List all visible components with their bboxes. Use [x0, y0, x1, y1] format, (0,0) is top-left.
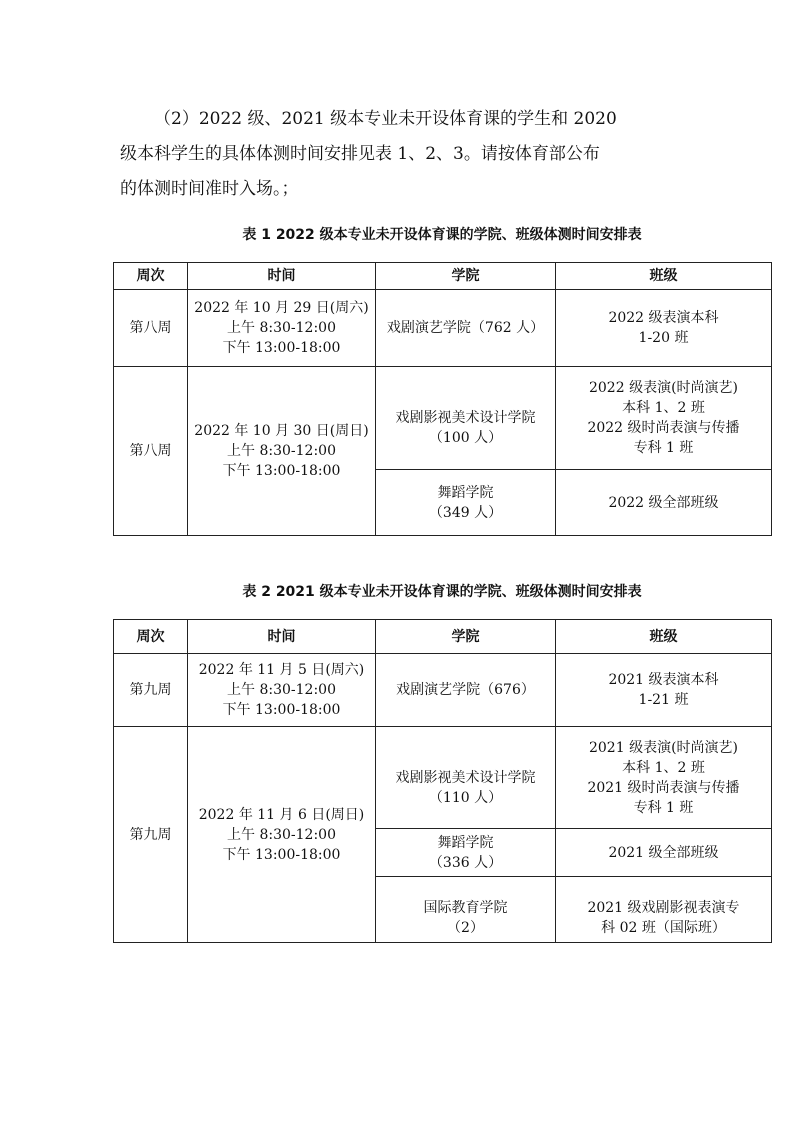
table2-caption: 表 2 2021 级本专业未开设体育课的学院、班级体测时间安排表 — [242, 584, 642, 600]
class-text: 本科 1、2 班 — [622, 759, 705, 776]
class-cell — [556, 877, 772, 943]
header-time: 时间 — [188, 620, 376, 654]
college-text: （336 人） — [428, 854, 503, 871]
table2 — [113, 619, 772, 943]
week-cell: 第九周 — [114, 727, 188, 943]
class-cell — [556, 654, 772, 727]
afternoon-text: 下午 13:00-18:00 — [222, 846, 341, 863]
class-text: 2022 级表演(时尚演艺) — [588, 380, 738, 396]
week-cell: 第八周 — [114, 367, 188, 536]
header-class: 班级 — [556, 263, 772, 290]
class-cell — [556, 727, 772, 829]
intro-line: 级本科学生的具体体测时间安排见表 1、2、3。请按体育部公布 — [120, 144, 600, 164]
table-row — [114, 654, 772, 727]
header-class: 班级 — [556, 620, 772, 654]
afternoon-text: 下午 13:00-18:00 — [222, 340, 341, 356]
intro-line: （2）2022 级、2021 级本专业未开设体育课的学生和 2020 — [154, 109, 617, 129]
class-text: 专科 1 班 — [633, 799, 694, 816]
college-cell: 戏剧演艺学院（676） — [376, 654, 556, 727]
intro-line: 的体测时间准时入场。； — [120, 179, 299, 199]
class-text: 本科 1、2 班 — [622, 400, 705, 416]
date-text: 2022 年 10 月 29 日(周六) — [194, 300, 369, 316]
college-text: （349 人） — [428, 504, 503, 521]
class-text: 1-21 班 — [638, 692, 689, 708]
college-text: 戏剧影视美术设计学院 — [395, 410, 536, 426]
table-header-row — [114, 263, 772, 290]
table-row — [114, 290, 772, 367]
class-text: 1-20 班 — [638, 330, 689, 346]
date-text: 2022 年 11 月 5 日(周六) — [198, 662, 365, 678]
morning-text: 上午 8:30-12:00 — [227, 682, 336, 698]
college-cell — [376, 829, 556, 877]
class-text: 科 02 班（国际班） — [601, 920, 726, 936]
class-cell — [556, 367, 772, 470]
date-text: 2022 年 10 月 30 日(周日) — [194, 423, 369, 439]
class-text: 2021 级时尚表演与传播 — [587, 779, 740, 796]
class-text: 专科 1 班 — [633, 440, 694, 456]
class-cell: 2021 级全部班级 — [556, 829, 772, 877]
header-college: 学院 — [376, 263, 556, 290]
time-cell — [188, 654, 376, 727]
class-cell — [556, 290, 772, 367]
header-week: 周次 — [114, 620, 188, 654]
class-text: 2021 级戏剧影视表演专 — [587, 900, 740, 916]
header-college: 学院 — [376, 620, 556, 654]
header-week: 周次 — [114, 263, 188, 290]
intro-paragraph — [120, 102, 680, 207]
college-text: （100 人） — [428, 430, 503, 446]
college-cell — [376, 727, 556, 829]
table-header-row — [114, 620, 772, 654]
morning-text: 上午 8:30-12:00 — [227, 443, 336, 459]
college-cell — [376, 877, 556, 943]
week-cell: 第八周 — [114, 290, 188, 367]
table-row — [114, 727, 772, 829]
class-text: 2021 级表演(时尚演艺) — [588, 739, 738, 756]
afternoon-text: 下午 13:00-18:00 — [222, 702, 341, 718]
college-cell: 戏剧演艺学院（762 人） — [376, 290, 556, 367]
college-text: 舞蹈学院 — [437, 834, 494, 851]
morning-text: 上午 8:30-12:00 — [227, 320, 336, 336]
time-cell — [188, 290, 376, 367]
table-row — [114, 367, 772, 470]
class-text: 2022 级时尚表演与传播 — [587, 420, 740, 436]
morning-text: 上午 8:30-12:00 — [227, 826, 336, 843]
afternoon-text: 下午 13:00-18:00 — [222, 463, 341, 479]
header-time: 时间 — [188, 263, 376, 290]
college-text: 国际教育学院 — [423, 900, 508, 916]
time-cell — [188, 727, 376, 943]
class-cell: 2022 级全部班级 — [556, 470, 772, 536]
table1 — [113, 262, 772, 536]
college-text: （2） — [447, 920, 484, 936]
college-text: 戏剧影视美术设计学院 — [395, 769, 536, 786]
date-text: 2022 年 11 月 6 日(周日) — [198, 806, 365, 823]
week-cell: 第九周 — [114, 654, 188, 727]
college-cell — [376, 470, 556, 536]
time-cell — [188, 367, 376, 536]
college-cell — [376, 367, 556, 470]
college-text: 舞蹈学院 — [437, 484, 494, 501]
class-text: 2021 级表演本科 — [608, 672, 719, 688]
college-text: （110 人） — [428, 789, 503, 806]
table1-caption: 表 1 2022 级本专业未开设体育课的学院、班级体测时间安排表 — [242, 227, 642, 243]
class-text: 2022 级表演本科 — [608, 310, 719, 326]
